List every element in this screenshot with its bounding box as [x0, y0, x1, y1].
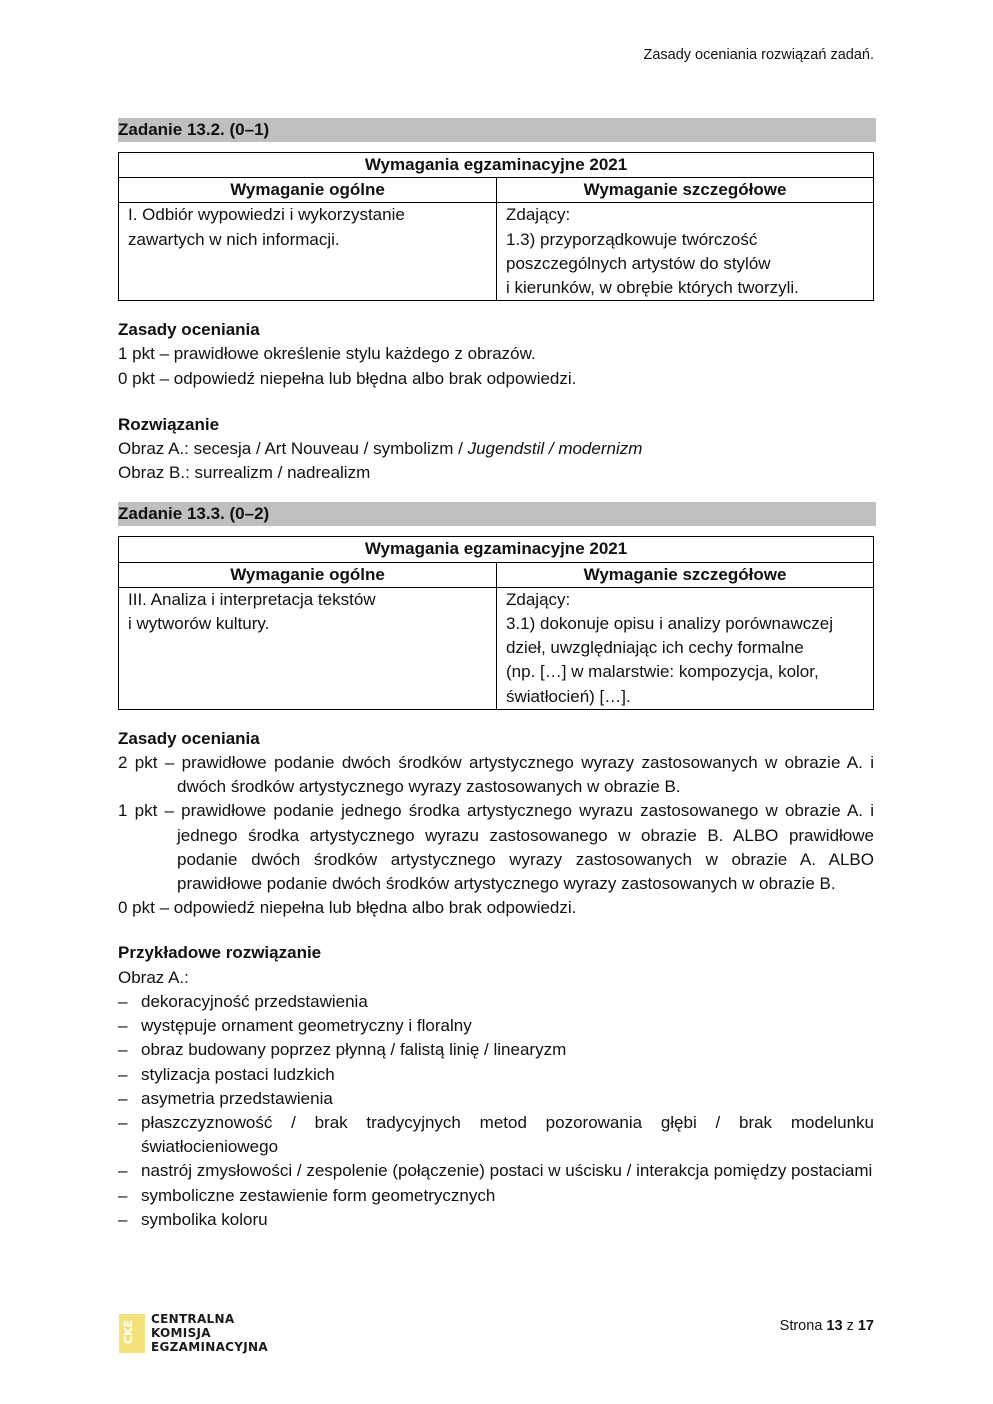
solution-line-a [118, 437, 874, 461]
page-current: 13 [826, 1318, 843, 1334]
detail-line: i kierunków, w obrębie których tworzyli. [506, 278, 799, 298]
detailed-requirement-cell [497, 587, 874, 709]
list-item: – asymetria przedstawienia [118, 1087, 874, 1111]
detail-line: światłocień) […]. [506, 686, 631, 706]
solution-a-text: Obraz A.: secesja / Art Nouveau / symbolizm / [118, 439, 468, 459]
scoring-rule-1pkt: 1 pkt – prawidłowe podanie jednego środka artystycznego wyrazu zastosowanego w obrazie A. i jednego środka artystycznego wyrazu zastosowanego w obrazie B. ALBO prawidłowe podanie dwóch środków artystycznego wyrazy zastosowanych w obrazie A. ALBO prawidłowe podanie dwóch środków artystycznego wyrazy zastosowanych w obrazie B. [118, 801, 874, 894]
column-header-detailed: Wymaganie szczegółowe [497, 562, 874, 587]
running-header: Zasady oceniania rozwiązań zadań. [643, 47, 874, 63]
scoring-rules-heading: Zasady oceniania [118, 320, 260, 340]
general-requirement-cell [119, 587, 497, 709]
detail-line: (np. […] w malarstwie: kompozycja, kolor, [506, 662, 819, 682]
solution-a-italic: Jugendstil / modernizm [467, 439, 643, 459]
general-line: zawartych w nich informacji. [128, 229, 340, 249]
list-item: – płaszczyznowość / brak tradycyjnych metod pozorowania głębi / brak modelunku światłocieniowego [118, 1111, 874, 1159]
detail-line: dzieł, uwzględniając ich cechy formalne [506, 638, 804, 658]
scoring-rule: 0 pkt – odpowiedź niepełna lub błędna albo brak odpowiedzi. [118, 368, 577, 388]
requirements-table-13-3 [118, 536, 874, 709]
scoring-rule-0pkt: 0 pkt – odpowiedź niepełna lub błędna albo brak odpowiedzi. [118, 898, 577, 918]
example-solution-heading: Przykładowe rozwiązanie [118, 943, 322, 963]
page-number [780, 1318, 874, 1334]
scoring-rule-2pkt: 2 pkt – prawidłowe podanie dwóch środków artystycznego wyrazy zastosowanych w obrazie A. i dwóch środków artystycznego wyrazy zastosowanych w obrazie B. [118, 753, 874, 797]
list-item: – dekoracyjność przedstawienia [118, 990, 874, 1014]
general-requirement-cell [119, 203, 497, 301]
logo-line: KOMISJA [151, 1326, 211, 1340]
detailed-requirement-cell [497, 203, 874, 301]
detail-line: poszczególnych artystów do stylów [506, 253, 771, 273]
scoring-rules-heading: Zasady oceniania [118, 728, 260, 748]
task-13-2-title: Zadanie 13.2. (0–1) [118, 118, 876, 142]
list-item: – obraz budowany poprzez płynną / falistą linię / linearyzm [118, 1038, 874, 1062]
detail-line: 1.3) przyporządkowuje twórczość [506, 229, 758, 249]
requirements-table-13-2 [118, 152, 874, 301]
list-item: – symbolika koloru [118, 1208, 874, 1232]
column-header-general: Wymaganie ogólne [119, 178, 497, 203]
table-caption: Wymagania egzaminacyjne 2021 [119, 153, 874, 178]
logo-text [151, 1312, 268, 1354]
example-subheading: Obraz A.: [118, 967, 189, 987]
list-item: – występuje ornament geometryczny i floralny [118, 1014, 874, 1038]
scoring-rule: 1 pkt – prawidłowe określenie stylu każdego z obrazów. [118, 344, 536, 364]
list-item: – stylizacja postaci ludzkich [118, 1063, 874, 1087]
example-list [118, 990, 874, 1232]
cke-logo [119, 1312, 268, 1354]
column-header-detailed: Wymaganie szczegółowe [497, 178, 874, 203]
general-line: I. Odbiór wypowiedzi i wykorzystanie [128, 205, 405, 225]
page-sep: z [842, 1318, 858, 1334]
detail-line: 3.1) dokonuje opisu i analizy porównawczej [506, 614, 833, 634]
cke-logo-mark-icon [119, 1314, 145, 1353]
logo-line: EGZAMINACYJNA [151, 1340, 268, 1354]
task-13-3-title: Zadanie 13.3. (0–2) [118, 502, 876, 526]
page-total: 17 [857, 1318, 874, 1334]
solution-heading: Rozwiązanie [118, 414, 220, 434]
list-item: – nastrój zmysłowości / zespolenie (połączenie) postaci w uścisku / interakcja pomiędzy postaciami [118, 1159, 874, 1183]
solution-line-b: Obraz B.: surrealizm / nadrealizm [118, 463, 371, 483]
detail-line: Zdający: [506, 589, 571, 609]
list-item: – symboliczne zestawienie form geometrycznych [118, 1184, 874, 1208]
general-line: III. Analiza i interpretacja tekstów [128, 589, 376, 609]
main-content [118, 118, 874, 1232]
table-caption: Wymagania egzaminacyjne 2021 [119, 537, 874, 562]
logo-line: CENTRALNA [151, 1312, 235, 1326]
column-header-general: Wymaganie ogólne [119, 562, 497, 587]
page-prefix: Strona [779, 1318, 827, 1334]
general-line: i wytworów kultury. [128, 614, 270, 634]
detail-line: Zdający: [506, 205, 571, 225]
logo-mark-text: CKE [122, 1319, 135, 1344]
